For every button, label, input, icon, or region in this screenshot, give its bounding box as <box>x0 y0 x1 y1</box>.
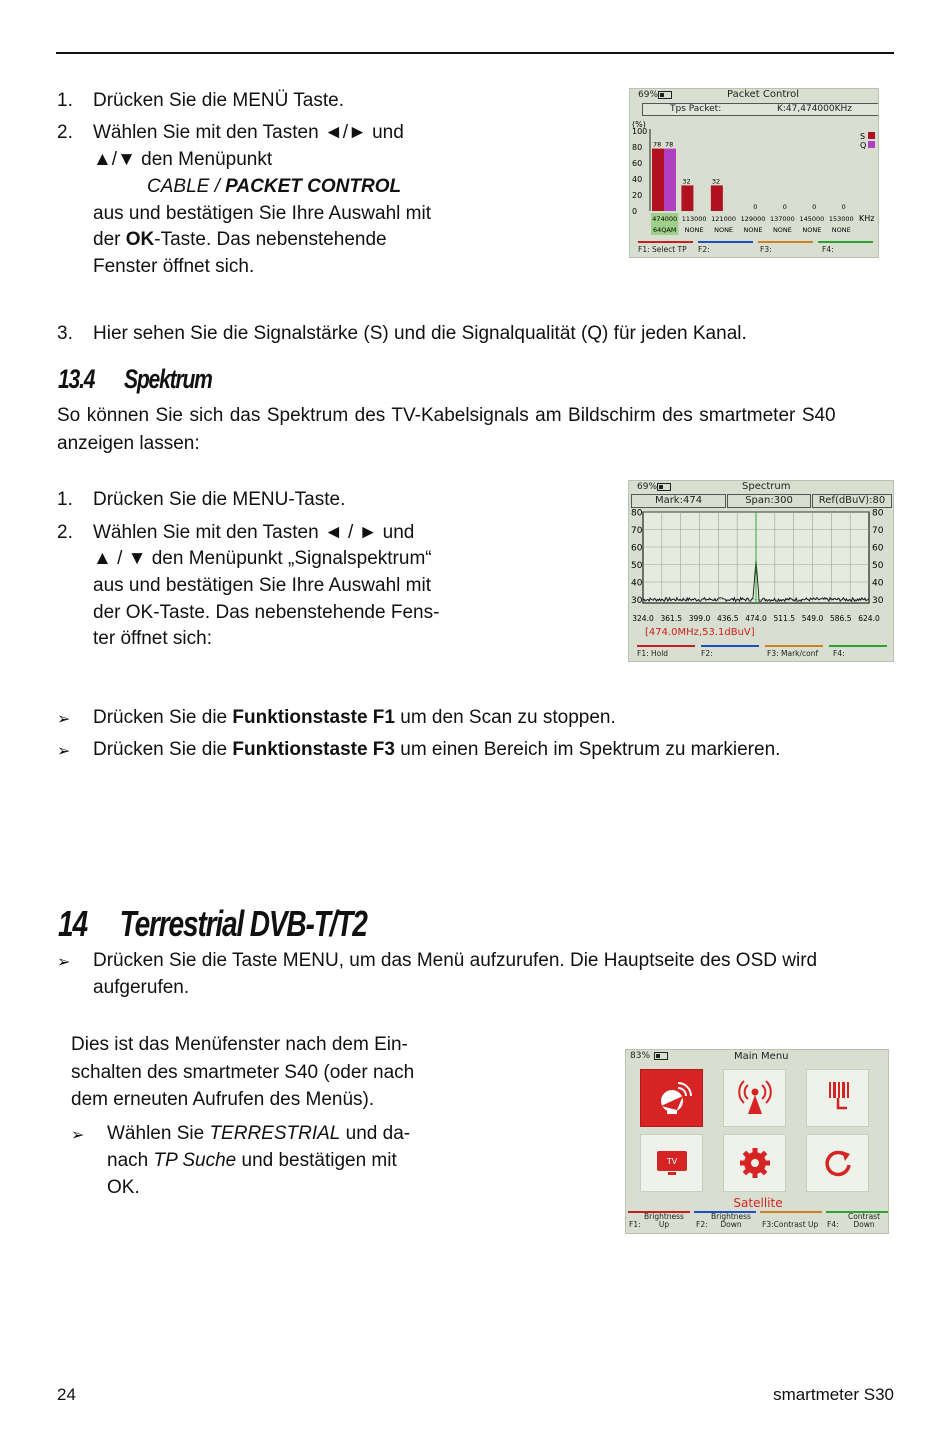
f3-label: F3: <box>760 245 772 254</box>
text-part: nach <box>107 1150 154 1171</box>
top-rule <box>56 52 894 54</box>
y-tick-label-right: 80 <box>872 509 884 519</box>
legend-q-swatch <box>868 141 875 148</box>
bar-q <box>664 149 676 211</box>
f4-label: F4: <box>822 245 834 254</box>
x-tick-label: 153000 <box>828 215 854 223</box>
x-tick-label: 113000 <box>681 215 707 223</box>
x-tick-label: 324.0 <box>632 614 654 623</box>
menu-tile-settings[interactable] <box>723 1134 786 1192</box>
step-text: Wählen Sie mit den Tasten ◄ / ► und <box>93 522 415 543</box>
step-text: Drücken Sie die MENÜ Taste. <box>93 90 344 111</box>
x-tick-label: 145000 <box>799 215 825 223</box>
menu-path <box>147 175 401 199</box>
step-number: 1. <box>57 489 73 510</box>
f4-line: Contrast <box>847 1212 881 1221</box>
y-tick-label-right: 60 <box>872 543 884 554</box>
menu-terrestrial: TERRESTRIAL <box>209 1123 341 1144</box>
bar-data-label: 0 <box>782 203 787 211</box>
bullet-text-part: um einen Bereich im Spektrum zu markieren. <box>394 739 781 760</box>
f1-color-line <box>637 645 695 647</box>
menu-path-cable: CABLE / <box>147 176 226 197</box>
sub-bullet-text: OK. <box>107 1177 140 1198</box>
step-text-part: der <box>93 229 126 250</box>
main-menu-screen <box>625 1049 889 1234</box>
f2-line: Down <box>720 1220 742 1229</box>
modulation-label: NONE <box>772 226 792 234</box>
x-tick-label: 586.5 <box>830 614 852 623</box>
spectrum-chart <box>629 509 894 649</box>
battery-icon <box>658 91 672 99</box>
f1-key: F1: <box>629 1220 641 1229</box>
satellite-dish-icon <box>641 1070 704 1128</box>
modulation-label: NONE <box>802 226 822 234</box>
f1-text <box>644 1213 684 1229</box>
text-part: und bestätigen mit <box>236 1150 397 1171</box>
f2-label: F2: <box>698 245 710 254</box>
bar-data-label: 78 <box>665 140 674 149</box>
bar-data-label: 0 <box>753 203 758 211</box>
menu-tile-tv[interactable] <box>640 1134 703 1192</box>
bullet-arrow-icon: ➢ <box>57 954 71 971</box>
modulation-label: NONE <box>714 226 734 234</box>
f4-line: Down <box>853 1220 875 1229</box>
step-text: Fenster öffnet sich. <box>93 256 255 277</box>
section-heading-13-4 <box>58 364 212 394</box>
intro-text: anzeigen lassen: <box>57 433 200 454</box>
function-bar <box>626 1211 888 1233</box>
y-tick-label-left: 70 <box>631 526 643 536</box>
sub-bullet-text <box>107 1149 397 1173</box>
screen-title: Spectrum <box>742 481 791 492</box>
menu-tile-terrestrial[interactable] <box>723 1069 786 1127</box>
packet-chart <box>630 117 879 241</box>
ok-key-label: OK <box>125 229 155 250</box>
y-tick-label: 100 <box>632 127 648 136</box>
heading-title: Spektrum <box>123 364 212 394</box>
f2-label: F2: <box>701 649 713 658</box>
bar-data-label: 32 <box>682 177 691 186</box>
f2-line: Brightness <box>711 1212 751 1221</box>
screen-header <box>626 1050 888 1063</box>
antenna-tower-icon <box>724 1070 787 1128</box>
screen-title: Packet Control <box>727 89 800 100</box>
bar-s <box>681 185 693 211</box>
step-number: 2. <box>57 522 73 543</box>
gear-icon <box>724 1135 787 1193</box>
step-text: aus und bestätigen Sie Ihre Auswahl mit <box>93 203 431 224</box>
footer-title: smartmeter S30 <box>773 1385 894 1404</box>
f4-key: F4: <box>827 1220 839 1229</box>
bullet-key: Funktionstaste F3 <box>232 739 395 760</box>
bullet-text: Drücken Sie die Taste MENU, um das Menü aufzurufen. Die Hauptseite des OSD wird <box>93 950 818 971</box>
menu-path-packet-control: PACKET CONTROL <box>225 176 402 197</box>
modulation-label: NONE <box>684 226 704 234</box>
screen-title: Main Menu <box>734 1051 789 1062</box>
bullet-arrow-icon: ➢ <box>71 1127 85 1144</box>
battery-percent: 69% <box>638 90 659 100</box>
refresh-icon <box>807 1135 870 1193</box>
bullet-text-part: Drücken Sie die <box>93 707 233 728</box>
y-tick-label-right: 40 <box>872 578 884 589</box>
tps-value: K:47,474000KHz <box>777 104 852 114</box>
spectrum-info-bar <box>631 494 892 508</box>
tps-label: Tps Packet: <box>670 104 722 114</box>
packet-control-screen <box>629 88 879 258</box>
modulation-label: NONE <box>743 226 763 234</box>
bar-data-label: 78 <box>653 140 662 149</box>
para-text: Dies ist das Menüfenster nach dem Ein- <box>71 1034 408 1055</box>
y-tick-label-left: 50 <box>631 561 643 571</box>
battery-percent: 69% <box>637 482 658 492</box>
step-text: Hier sehen Sie die Signalstärke (S) und die Signalqualität (Q) für jeden Kanal. <box>93 323 747 344</box>
selected-menu-label: Satellite <box>733 1196 783 1210</box>
step-text-part: -Taste. Das nebenstehende <box>154 229 387 250</box>
menu-tp-suche: TP Suche <box>153 1150 237 1171</box>
y-tick-label: 40 <box>632 175 643 184</box>
tv-icon <box>641 1135 704 1193</box>
mark-box: Mark:474 <box>631 494 726 508</box>
y-unit-label: (%) <box>632 120 646 129</box>
step-text <box>93 228 387 252</box>
bullet-arrow-icon: ➢ <box>57 743 71 760</box>
f3-label: F3:Contrast Up <box>762 1220 819 1229</box>
y-tick-label-left: 60 <box>631 543 643 554</box>
x-tick-label: 399.0 <box>688 614 711 623</box>
step-text: ▲/▼ den Menüpunkt <box>93 149 273 170</box>
x-tick-label: 474.0 <box>745 614 767 623</box>
heading-number: 14 <box>58 903 87 944</box>
step-text: Drücken Sie die MENU-Taste. <box>93 489 346 510</box>
y-tick-label: 0 <box>632 207 638 216</box>
f4-color-line <box>829 645 887 647</box>
f1-line: Up <box>658 1220 670 1229</box>
f2-text <box>709 1213 753 1229</box>
f1-line: Brightness <box>644 1212 684 1221</box>
bullet-key: Funktionstaste F1 <box>232 707 395 728</box>
para-text: dem erneuten Aufrufen des Menüs). <box>71 1089 375 1110</box>
step-text: ter öffnet sich: <box>93 628 212 649</box>
screen-header <box>630 89 878 102</box>
f3-label: F3: Mark/conf <box>767 649 819 658</box>
intro-text: So können Sie sich das Spektrum des TV-Kabelsignals am Bildschirm des smartmeter S40 <box>57 405 836 426</box>
bar-s <box>711 185 723 211</box>
x-tick-label: 474000 <box>652 215 678 223</box>
f3-color-line <box>760 1211 822 1213</box>
section-heading-14 <box>58 904 367 944</box>
page-number: 24 <box>57 1385 76 1404</box>
f1-color-line <box>638 241 693 243</box>
f1-label: F1: Select TP <box>638 245 687 254</box>
para-text: schalten des smartmeter S40 (oder nach <box>71 1062 415 1083</box>
spectrum-screen <box>628 480 894 662</box>
heading-title: Terrestrial DVB-T/T2 <box>119 903 367 944</box>
legend-s-swatch <box>868 132 875 139</box>
legend-s-label: S <box>860 132 866 141</box>
battery-icon <box>657 483 671 491</box>
function-bar <box>629 645 893 661</box>
x-tick-label: 549.0 <box>801 614 824 623</box>
screen-header <box>629 481 893 494</box>
bullet-text <box>93 738 780 762</box>
bullet-text: aufgerufen. <box>93 977 190 998</box>
y-tick-label-left: 80 <box>631 509 643 519</box>
f2-color-line <box>698 241 753 243</box>
f1-label: F1: Hold <box>637 649 669 658</box>
y-tick-label: 20 <box>632 191 643 200</box>
bullet-arrow-icon: ➢ <box>57 711 71 728</box>
y-tick-label-left: 40 <box>631 578 643 589</box>
f3-color-line <box>758 241 813 243</box>
modulation-label: 64QAM <box>652 226 677 234</box>
step-text: Wählen Sie mit den Tasten ◄/► und <box>93 122 404 143</box>
y-tick-label-left: 30 <box>631 596 643 606</box>
f3-color-line <box>765 645 823 647</box>
bullet-text <box>93 706 616 730</box>
legend-q-label: Q <box>860 141 867 150</box>
x-unit-label: KHz <box>859 214 875 223</box>
text-part: und da- <box>340 1123 411 1144</box>
menu-tile-cable[interactable] <box>806 1069 869 1127</box>
step-number: 3. <box>57 323 73 344</box>
text-part: Wählen Sie <box>107 1123 210 1144</box>
step-number: 2. <box>57 122 73 143</box>
y-tick-label-right: 50 <box>872 561 884 571</box>
step-text: der OK-Taste. Das nebenstehende Fens- <box>93 602 440 623</box>
f2-key: F2: <box>696 1220 708 1229</box>
sub-bullet-text <box>107 1122 410 1146</box>
y-tick-label-right: 70 <box>872 526 884 536</box>
x-tick-label: 624.0 <box>858 614 880 623</box>
y-tick-label-right: 30 <box>872 596 884 606</box>
step-text: aus und bestätigen Sie Ihre Auswahl mit <box>93 575 431 596</box>
menu-tile-satellite[interactable] <box>640 1069 703 1127</box>
bar-s <box>652 149 664 211</box>
bar-data-label: 0 <box>812 203 817 211</box>
spectrum-readout: [474.0MHz,53.1dBuV] <box>645 627 755 638</box>
bullet-text-part: Drücken Sie die <box>93 739 233 760</box>
x-tick-label: 361.5 <box>660 614 682 623</box>
tps-packet-box <box>642 103 879 116</box>
x-tick-label: 129000 <box>740 215 766 223</box>
menu-tile-refresh[interactable] <box>806 1134 869 1192</box>
bullet-text-part: um den Scan zu stoppen. <box>394 707 616 728</box>
y-tick-label: 80 <box>632 143 643 152</box>
f4-color-line <box>818 241 873 243</box>
modulation-label: NONE <box>831 226 851 234</box>
heading-number: 13.4 <box>58 364 95 394</box>
y-tick-label: 60 <box>632 159 643 168</box>
function-bar <box>630 241 878 257</box>
x-tick-label: 121000 <box>711 215 736 223</box>
ref-box: Ref(dBuV):80 <box>812 494 892 508</box>
x-tick-label: 137000 <box>770 215 795 223</box>
span-box: Span:300 <box>727 494 811 508</box>
tv-icon-label: TV <box>666 1157 678 1166</box>
bar-data-label: 32 <box>711 177 721 186</box>
step-text: ▲ / ▼ den Menüpunkt „Signalspektrum“ <box>93 548 432 569</box>
x-tick-label: 511.5 <box>773 614 795 623</box>
battery-percent: 83% <box>630 1051 651 1061</box>
bar-data-label: 0 <box>841 203 846 211</box>
x-tick-label: 436.5 <box>717 614 739 623</box>
battery-icon <box>654 1052 668 1060</box>
step-number: 1. <box>57 90 73 111</box>
f2-color-line <box>701 645 759 647</box>
f4-label: F4: <box>833 649 845 658</box>
f4-text <box>842 1213 886 1229</box>
cable-barcode-icon <box>807 1070 870 1128</box>
